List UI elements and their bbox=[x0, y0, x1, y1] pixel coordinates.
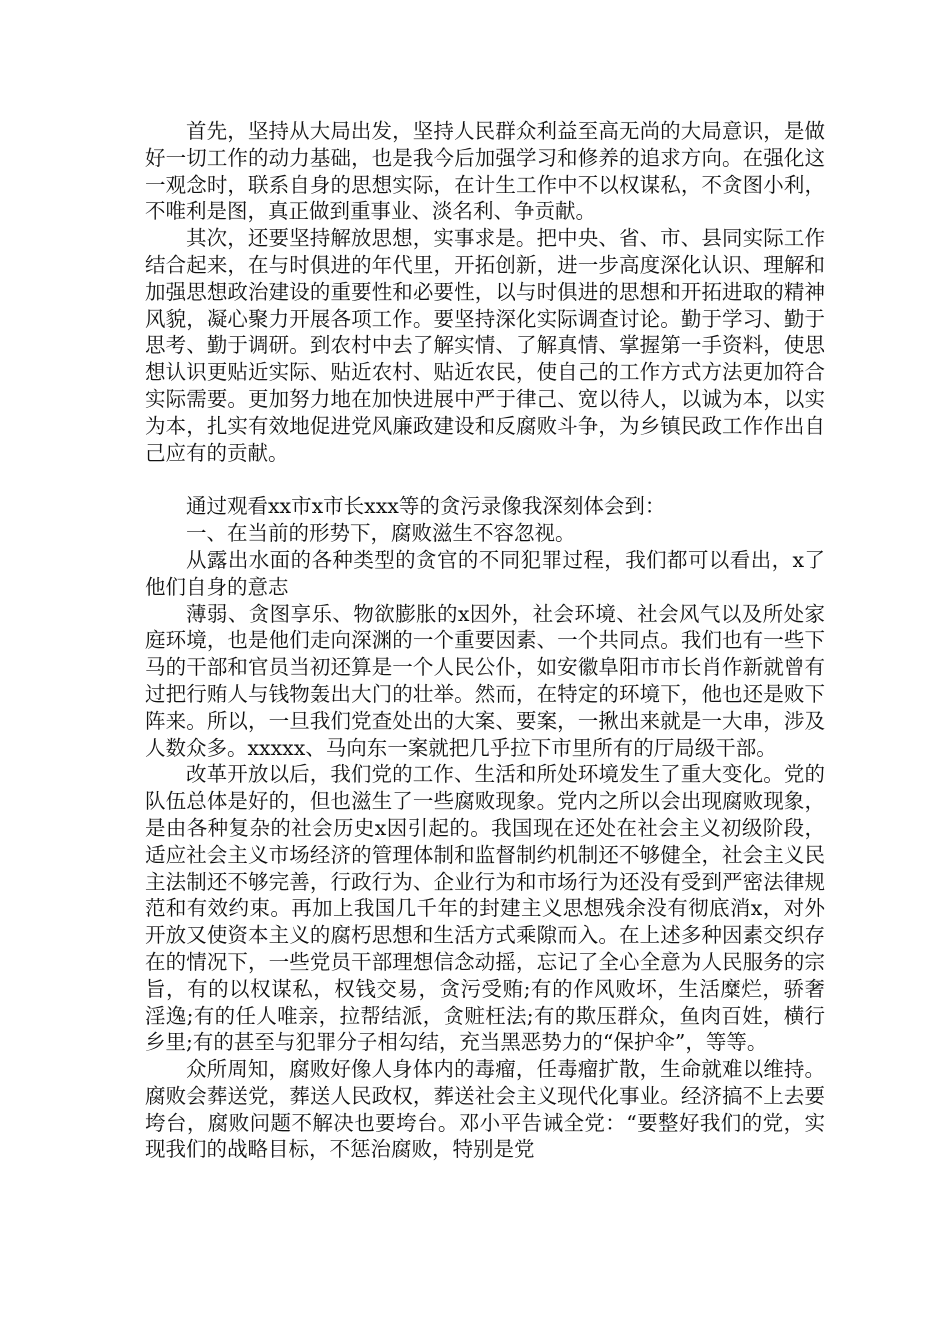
paragraph-corruption-cases: 从露出水面的各种类型的贪官的不同犯罪过程，我们都可以看出，x了他们自身的意志 bbox=[145, 547, 825, 599]
section-heading: 一、在当前的形势下，腐败滋生不容忽视。 bbox=[186, 521, 576, 546]
paragraph-environment: 薄弱、贪图享乐、物欲膨胀的x因外，社会环境、社会风气以及所处家庭环境，也是他们走向深渊的一个重要因素、一个共同点。我们也有一些下马的干部和官员当初还算是一个人民公仆，如安徽阜阳市市长肖作新就曾有过把行贿人与钱物轰出大门的壮举。然而，在特定的环境下，他也还是败下阵来。所以，一旦我们党查处出的大案、要案，一揪出来就是一大串，涉及人数众多。xxxxx、马向东一案就把几乎拉下市里所有的厅局级干部。 bbox=[145, 601, 825, 760]
section-gap bbox=[145, 466, 825, 493]
paragraph-intro: 通过观看xx市x市长xxx等的贪污录像我深刻体会到： bbox=[186, 494, 666, 519]
document-page bbox=[145, 118, 825, 1163]
paragraph-tumor: 众所周知，腐败好像人身体内的毒瘤，任毒瘤扩散，生命就难以维持。腐败会葬送党，葬送人民政权，葬送社会主义现代化事业。经济搞不上去要垮台，腐败问题不解决也要垮台。邓小平告诫全党：“要整好我们的党，实现我们的战略目标，不惩治腐败，特别是党 bbox=[145, 1057, 825, 1162]
paragraph-reform: 改革开放以后，我们党的工作、生活和所处环境发生了重大变化。党的队伍总体是好的，但也滋生了一些腐败现象。党内之所以会出现腐败现象，是由各种复杂的社会历史x因引起的。我国现在还处在社会主义初级阶段，适应社会主义市场经济的管理体制和监督制约机制还不够健全，社会主义民主法制还不够完善，行政行为、企业行为和市场行为还没有受到严密法律规范和有效约束。再加上我国几千年的封建主义思想残余没有彻底消x，对外开放又使资本主义的腐朽思想和生活方式乘隙而入。在上述多种因素交织存在的情况下，一些党员干部理想信念动摇，忘记了全心全意为人民服务的宗旨，有的以权谋私，权钱交易，贪污受贿;有的作风败坏，生活糜烂，骄奢淫逸;有的任人唯亲，拉帮结派，贪赃枉法;有的欺压群众，鱼肉百姓，横行乡里;有的甚至与犯罪分子相勾结，充当黑恶势力的“保护伞”，等等。 bbox=[145, 762, 825, 1055]
paragraph-first: 首先，坚持从大局出发，坚持人民群众利益至高无尚的大局意识，是做好一切工作的动力基础，也是我今后加强学习和修养的追求方向。在强化这一观念时，联系自身的思想实际，在计生工作中不以权谋私，不贪图小利，不唯利是图，真正做到重事业、淡名利、争贡献。 bbox=[145, 119, 825, 224]
paragraph-second: 其次，还要坚持解放思想，实事求是。把中央、省、市、县同实际工作结合起来，在与时俱进的年代里，开拓创新，进一步高度深化认识、理解和加强思想政治建设的重要性和必要性，以与时俱进的思想和开拓进取的精神风貌，凝心聚力开展各项工作。要坚持深化实际调查讨论。勤于学习、勤于思考、勤于调研。到农村中去了解实情、了解真情、掌握第一手资料，使思想认识更贴近实际、贴近农村、贴近农民，使自己的工作方式方法更加符合实际需要。更加努力地在加快进展中严于律己、宽以待人，以诚为本，以实为本，扎实有效地促进党风廉政建设和反腐败斗争，为乡镇民政工作作出自己应有的贡献。 bbox=[145, 226, 825, 465]
